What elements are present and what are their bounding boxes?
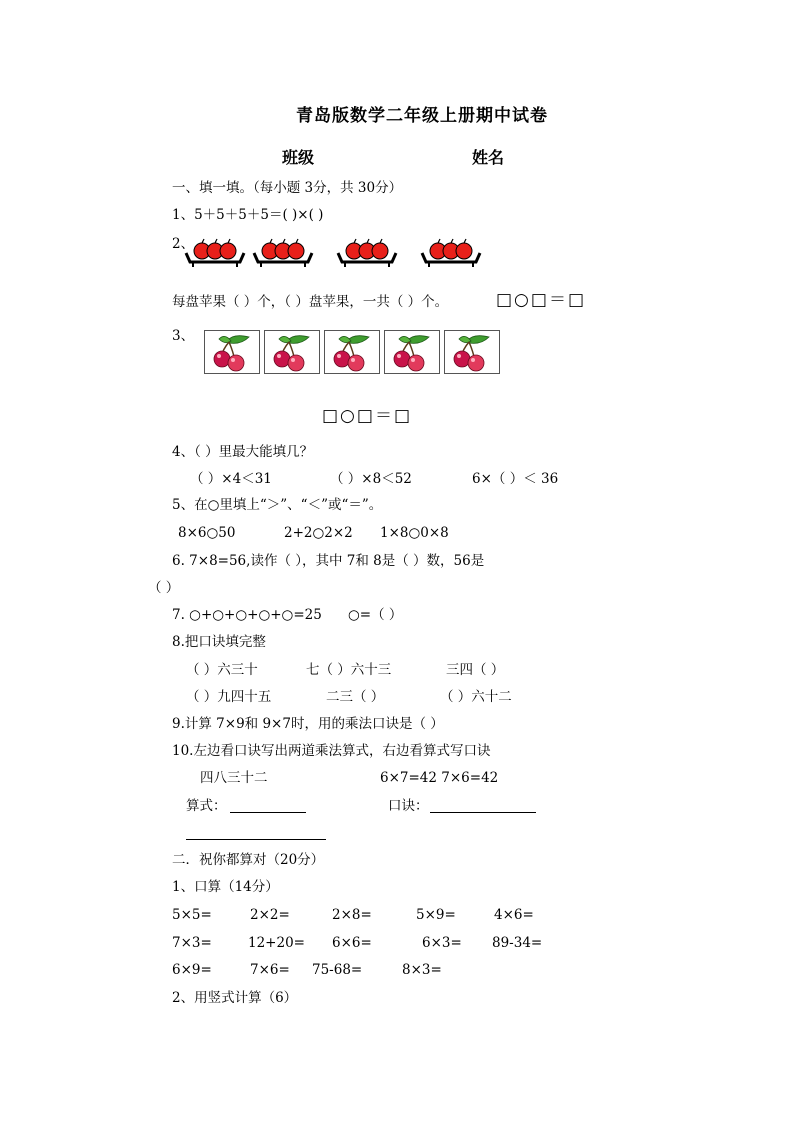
section2-sub2: 2、用竖式计算（6）	[172, 990, 298, 1006]
section2-heading: 二．祝你都算对（20分）	[172, 852, 325, 868]
cherry-icon	[265, 331, 319, 373]
question-8-r2c: （ ）六十二	[440, 689, 512, 705]
cherry-card	[384, 330, 440, 374]
question-8: 8.把口诀填完整	[172, 634, 266, 650]
question-8-r1b: 七（ ）六十三	[306, 662, 392, 678]
question-8-r2b: 二三（ ）	[326, 689, 385, 705]
cherry-icon	[445, 331, 499, 373]
page-title: 青岛版数学二年级上册期中试卷	[296, 106, 548, 126]
question-10-rhyme-label: 口诀：	[388, 798, 429, 814]
apple-plate-icon	[420, 236, 482, 270]
question-8-r1c: 三四（ ）	[446, 662, 505, 678]
question-2-equation: □○□＝□	[496, 290, 587, 310]
question-8-r2a: （ ）九四十五	[186, 689, 272, 705]
question-10: 10.左边看口诀写出两道乘法算式，右边看算式写口诀	[172, 743, 491, 759]
question-5-a: 8×6○50	[178, 525, 236, 541]
question-1: 1、5＋5＋5＋5＝( )×( )	[172, 207, 324, 223]
question-8-r1a: （ ）六三十	[186, 662, 258, 678]
question-4: 4、（ ）里最大能填几？	[172, 444, 314, 460]
calc-item: 6×3=	[422, 935, 462, 951]
question-2-text: 每盘苹果（ ）个，（ ）盘苹果，一共（ ）个。	[172, 294, 449, 310]
question-3-equation: □○□＝□	[322, 406, 413, 426]
question-5-b: 2+2○2×2	[284, 525, 353, 541]
calc-item: 4×6=	[494, 907, 534, 923]
question-5: 5、在○里填上“＞”、“＜”或“＝”。	[172, 497, 383, 513]
calc-item: 7×3=	[172, 935, 212, 951]
question-10-a: 四八三十二	[200, 770, 268, 786]
cherry-card	[324, 330, 380, 374]
question-7: 7. ○+○+○+○+○=25	[172, 607, 322, 623]
calc-item: 2×2=	[250, 907, 290, 923]
calc-item: 12+20=	[248, 935, 305, 951]
calc-item: 5×9=	[416, 907, 456, 923]
question-3-number: 3、	[172, 328, 195, 344]
question-4-c: 6×（ ）＜ 36	[472, 471, 559, 487]
apple-plate-icon	[252, 236, 314, 270]
question-6: 6. 7×8=56,读作（ ），其中 7和 8是（ ）数，56是	[172, 553, 485, 569]
calc-item: 8×3=	[402, 962, 442, 978]
question-6-continued: （ ）	[148, 580, 180, 596]
answer-line	[186, 839, 326, 840]
apple-plate-icon	[184, 236, 246, 270]
calc-item: 5×5=	[172, 907, 212, 923]
cherry-icon	[325, 331, 379, 373]
question-4-b: （ ）×8＜52	[330, 471, 412, 487]
calc-item: 7×6=	[250, 962, 290, 978]
calc-item: 6×9=	[172, 962, 212, 978]
question-4-a: （ ）×4＜31	[190, 471, 272, 487]
class-label: 班级	[282, 148, 315, 167]
question-9: 9.计算 7×9和 9×7时，用的乘法口诀是（ ）	[172, 716, 444, 732]
calc-item: 2×8=	[332, 907, 372, 923]
answer-line	[230, 812, 306, 813]
calc-item: 6×6=	[332, 935, 372, 951]
calc-item: 89-34=	[492, 935, 543, 951]
section1-heading: 一、填一填。（每小题 3分，共 30分）	[172, 180, 403, 196]
cherry-card	[264, 330, 320, 374]
question-2-number: 2、	[172, 236, 195, 252]
answer-line	[430, 812, 536, 813]
cherry-icon	[385, 331, 439, 373]
cherry-icon	[205, 331, 259, 373]
cherry-card	[204, 330, 260, 374]
name-label: 姓名	[472, 148, 505, 167]
calc-item: 75-68=	[312, 962, 363, 978]
apple-plate-icon	[336, 236, 398, 270]
cherry-card	[444, 330, 500, 374]
question-10-b: 6×7=42 7×6=42	[380, 770, 499, 786]
section2-sub1: 1、口算（14分）	[172, 879, 279, 895]
question-7-answer: ○=（ ）	[348, 607, 403, 623]
question-10-formula-label: 算式：	[186, 798, 227, 814]
question-5-c: 1×8○0×8	[380, 525, 449, 541]
